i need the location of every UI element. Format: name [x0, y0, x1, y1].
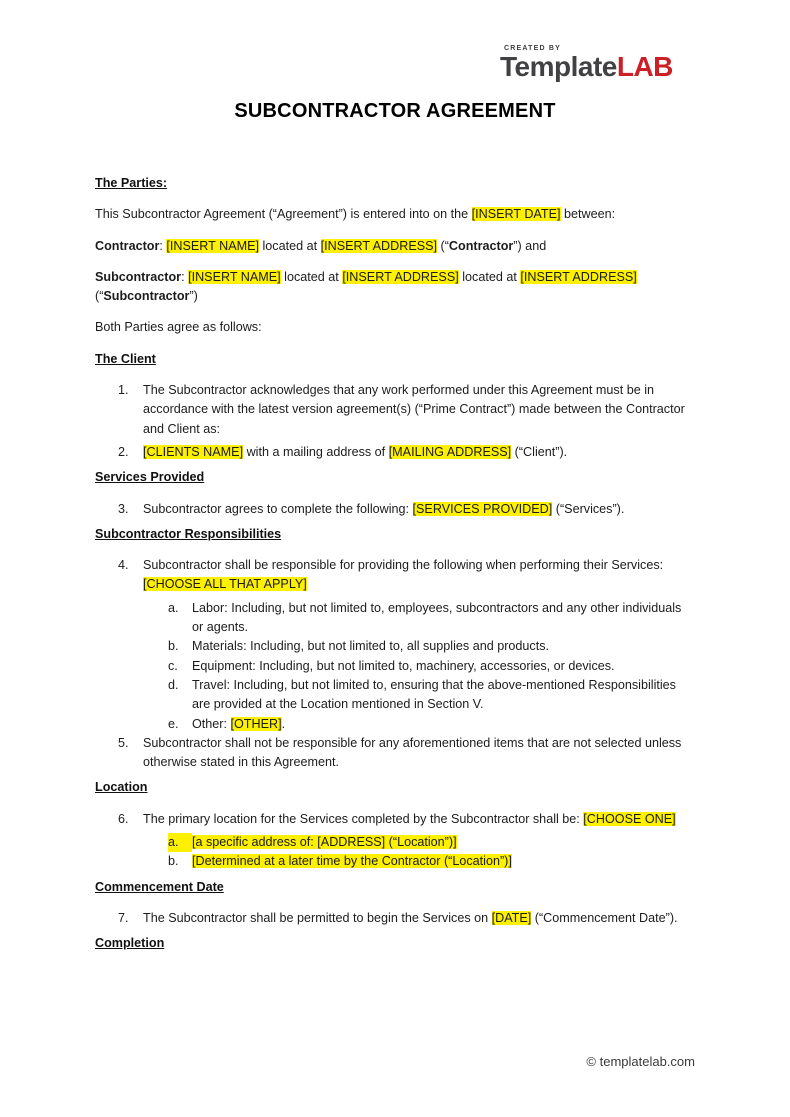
- logo-wordmark-accent: LAB: [616, 51, 673, 82]
- list-item: [95, 637, 695, 656]
- text-run: Subcontractor agrees to complete the following:: [143, 501, 413, 516]
- list-item: [95, 500, 695, 519]
- text-run: Contractor: [448, 238, 514, 253]
- list-item: [95, 833, 695, 852]
- list-item-text: [192, 852, 695, 871]
- list-item: [95, 443, 695, 462]
- logo-wordmark-primary: Template: [500, 51, 617, 82]
- text-run: located at: [280, 269, 343, 284]
- list-item-text: [192, 833, 695, 852]
- text-run: Subcontractor shall be responsible for providing the following when performing their Services:: [143, 558, 664, 573]
- footer-copyright: © templatelab.com: [586, 1054, 695, 1069]
- section-heading: [95, 350, 695, 369]
- text-run: (“: [95, 289, 104, 304]
- text-run: Commencement Date: [95, 879, 224, 894]
- list-item: [95, 734, 695, 773]
- document-body: [95, 174, 695, 954]
- list-item: [95, 599, 695, 638]
- list-marker: 5.: [118, 735, 129, 750]
- text-run: Subcontractor: [95, 269, 182, 284]
- text-run: Both Parties agree as follows:: [95, 320, 262, 335]
- list-item: [95, 715, 695, 734]
- logo-wordmark: [500, 53, 700, 81]
- list-item-text: [192, 637, 695, 656]
- list-marker: c.: [168, 658, 178, 673]
- list-item-text: [192, 657, 695, 676]
- text-run: (“Client”).: [511, 444, 568, 459]
- placeholder-field: [OTHER]: [230, 716, 282, 731]
- placeholder-field: [INSERT DATE]: [471, 207, 561, 222]
- text-run: Subcontractor Responsibilities: [95, 526, 282, 541]
- list-marker: a.: [168, 833, 192, 852]
- text-run: Materials: Including, but not limited to, all supplies and products.: [192, 639, 550, 654]
- list-item: [95, 909, 695, 928]
- list-marker: e.: [168, 716, 179, 731]
- list-item-text: [192, 715, 695, 734]
- list-marker: b.: [168, 854, 179, 869]
- list-marker: 2.: [118, 444, 129, 459]
- placeholder-field: [CHOOSE ALL THAT APPLY]: [143, 577, 307, 592]
- placeholder-field: [INSERT ADDRESS]: [342, 269, 459, 284]
- text-run: This Subcontractor Agreement (“Agreement”) is entered into on the: [95, 207, 472, 222]
- templatelab-logo: [500, 45, 700, 81]
- list-item-text: [143, 734, 695, 773]
- paragraph: [95, 237, 695, 256]
- text-run: Labor: Including, but not limited to, employees, subcontractors and any other individuals or agents.: [192, 600, 682, 635]
- placeholder-field: [INSERT NAME]: [166, 238, 259, 253]
- list-item: [95, 381, 695, 439]
- list-item-text: [143, 909, 695, 928]
- list-marker: 6.: [118, 811, 129, 826]
- list-item-text: [143, 381, 695, 439]
- list-marker: b.: [168, 639, 179, 654]
- text-run: Travel: Including, but not limited to, ensuring that the above-mentioned Responsibilities are provided at the Location mentioned in Section V.: [192, 677, 676, 712]
- section-heading: [95, 174, 695, 193]
- placeholder-field: [CLIENTS NAME]: [143, 444, 244, 459]
- section-heading: [95, 878, 695, 897]
- list-marker: 4.: [118, 558, 129, 573]
- list-item: [95, 852, 695, 871]
- list-item: [95, 657, 695, 676]
- text-run: with a mailing address of: [243, 444, 389, 459]
- text-run: Contractor: [95, 238, 160, 253]
- text-run: Subcontractor shall not be responsible for any aforementioned items that are not selected unless otherwise stated in this Agreement.: [143, 735, 682, 770]
- text-run: .: [281, 716, 286, 731]
- list-marker: 3.: [118, 501, 129, 516]
- section-heading: [95, 468, 695, 487]
- list-item-text: [192, 676, 695, 715]
- text-run: The primary location for the Services completed by the Subcontractor shall be:: [143, 811, 584, 826]
- section-heading: [95, 934, 695, 953]
- placeholder-field: [MAILING ADDRESS]: [388, 444, 512, 459]
- text-run: Equipment: Including, but not limited to, machinery, accessories, or devices.: [192, 658, 615, 673]
- text-run: Other:: [192, 716, 231, 731]
- text-run: located at: [258, 238, 321, 253]
- list-item: [95, 676, 695, 715]
- text-run: The Parties:: [95, 176, 168, 190]
- placeholder-field: [DATE]: [491, 910, 532, 925]
- list-item: [95, 556, 695, 595]
- text-run: (“Services”).: [552, 501, 625, 516]
- list-marker: 7.: [118, 910, 129, 925]
- section-heading: [95, 525, 695, 544]
- text-run: The Subcontractor acknowledges that any work performed under this Agreement must be in accordance with the latest version agreement(s) (“Prime Contract”) made between the Contractor and Client as:: [143, 383, 685, 436]
- list-marker: 1.: [118, 383, 129, 398]
- placeholder-field: [INSERT ADDRESS]: [520, 269, 637, 284]
- list-item: [95, 810, 695, 829]
- text-run: Location: [95, 780, 148, 795]
- list-item-text: [143, 556, 695, 595]
- text-run: :: [159, 238, 167, 253]
- section-heading: [95, 778, 695, 797]
- page-title: SUBCONTRACTOR AGREEMENT: [234, 100, 556, 122]
- list-marker: d.: [168, 677, 179, 692]
- text-run: (“: [437, 238, 449, 253]
- list-item-text: [143, 443, 695, 462]
- text-run: Completion: [95, 936, 165, 951]
- text-run: The Client: [95, 351, 156, 366]
- paragraph: [95, 205, 695, 224]
- placeholder-field: [CHOOSE ONE]: [583, 811, 676, 826]
- text-run: Subcontractor: [103, 289, 190, 304]
- logo-created-by-label: CREATED BY: [504, 45, 561, 52]
- text-run: The Subcontractor shall be permitted to begin the Services on: [143, 910, 492, 925]
- placeholder-field: [INSERT ADDRESS]: [320, 238, 438, 253]
- list-marker: a.: [168, 600, 179, 615]
- text-run: between:: [560, 207, 616, 222]
- text-run: ”) and: [513, 238, 547, 253]
- text-run: ”): [189, 289, 198, 304]
- document-content: [95, 99, 695, 966]
- placeholder-field: [INSERT NAME]: [188, 269, 281, 284]
- list-item-text: [143, 500, 695, 519]
- paragraph: [95, 268, 695, 307]
- placeholder-field: [Determined at a later time by the Contractor (“Location”)]: [192, 854, 512, 869]
- placeholder-field: [SERVICES PROVIDED]: [412, 501, 553, 516]
- text-run: :: [181, 269, 189, 284]
- text-run: Services Provided: [95, 470, 205, 485]
- list-item-text: [192, 599, 695, 638]
- placeholder-field: [a specific address of: [ADDRESS] (“Location”)]: [192, 835, 457, 850]
- list-item-text: [143, 810, 695, 829]
- text-run: (“Commencement Date”).: [531, 910, 678, 925]
- text-run: located at: [458, 269, 521, 284]
- paragraph: [95, 318, 695, 337]
